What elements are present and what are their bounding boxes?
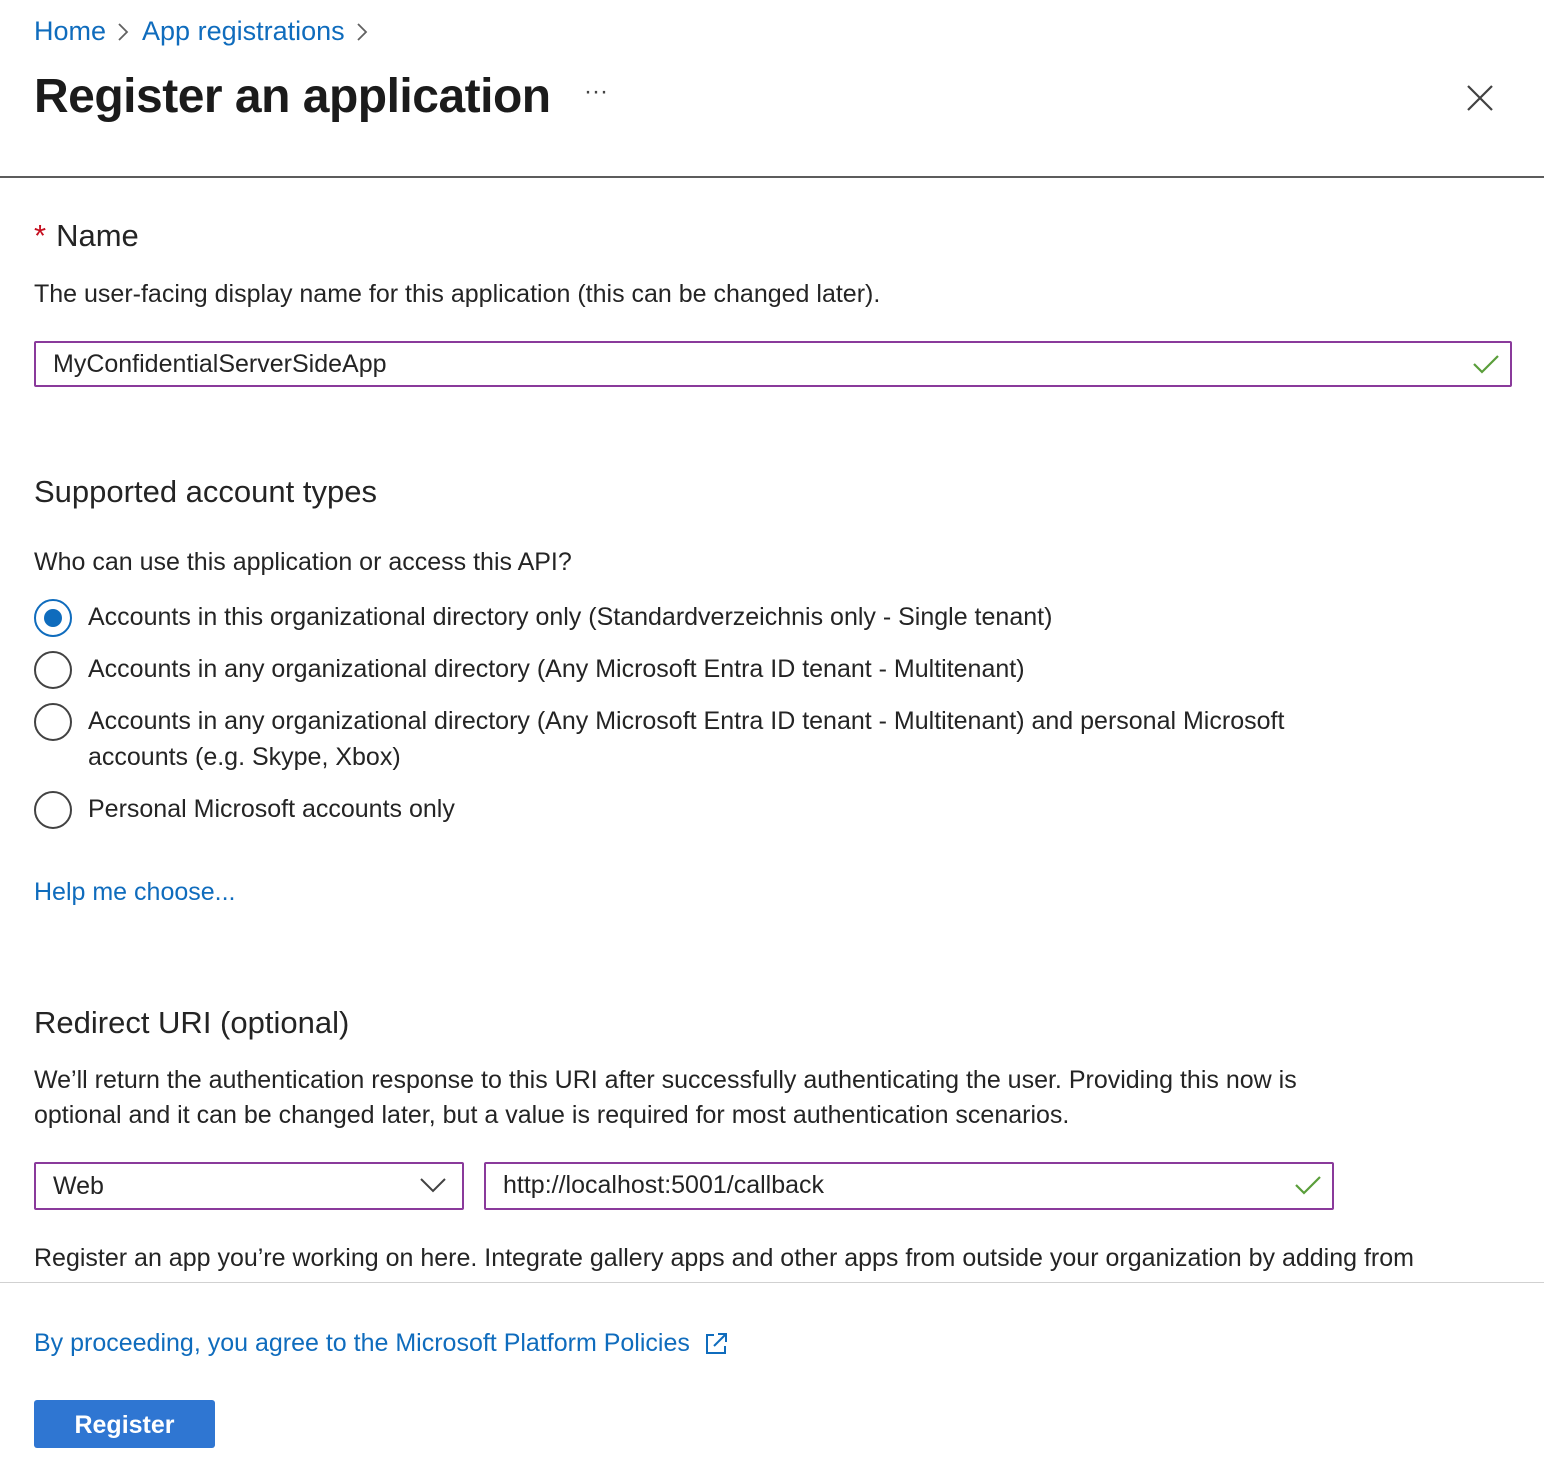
account-types-title: Supported account types xyxy=(34,474,377,509)
valid-check-icon xyxy=(1294,1174,1322,1196)
register-button[interactable]: Register xyxy=(34,1400,215,1448)
footer-divider xyxy=(0,1282,1544,1283)
breadcrumb-home-link[interactable]: Home xyxy=(34,16,107,46)
blade-header xyxy=(0,0,1544,178)
redirect-uri-title: Redirect URI (optional) xyxy=(34,1005,350,1040)
radio-multitenant-personal[interactable] xyxy=(34,703,1388,775)
platform-select[interactable] xyxy=(34,1162,464,1210)
platform-policies-link-text: By proceeding, you agree to the Microsoft Platform Policies xyxy=(34,1329,690,1357)
chevron-right-icon xyxy=(345,14,381,48)
radio-dot xyxy=(44,609,62,627)
radio-button[interactable] xyxy=(34,651,72,689)
platform-policies-link[interactable] xyxy=(34,1326,730,1360)
chevron-down-icon xyxy=(420,1177,446,1193)
account-types-question: Who can use this application or access this API? xyxy=(34,548,572,576)
name-description: The user-facing display name for this application (this can be changed later). xyxy=(34,280,881,308)
breadcrumb-app-registrations-link[interactable]: App registrations xyxy=(142,16,345,46)
radio-button[interactable] xyxy=(34,791,72,829)
radio-button-checked[interactable] xyxy=(34,599,72,637)
platform-select-value: Web xyxy=(53,1172,104,1200)
redirect-uri-input-value: http://localhost:5001/callback xyxy=(503,1171,825,1199)
name-input-value: MyConfidentialServerSideApp xyxy=(53,350,387,378)
radio-label: Personal Microsoft accounts only xyxy=(88,795,455,823)
radio-label: Accounts in any organizational directory (Any Microsoft Entra ID tenant - Multitenant) xyxy=(88,655,1025,683)
help-me-choose-link[interactable]: Help me choose... xyxy=(34,878,236,906)
radio-button[interactable] xyxy=(34,703,72,741)
more-options-button[interactable]: ··· xyxy=(584,78,608,105)
breadcrumb xyxy=(34,14,381,48)
redirect-uri-input[interactable] xyxy=(484,1162,1334,1210)
radio-single-tenant[interactable] xyxy=(34,599,1388,637)
close-button[interactable] xyxy=(1460,80,1500,120)
radio-personal-only[interactable] xyxy=(34,791,1388,829)
name-label xyxy=(34,216,139,256)
close-icon xyxy=(1460,80,1500,120)
name-input[interactable] xyxy=(34,341,1512,387)
radio-multitenant[interactable] xyxy=(34,651,1388,689)
valid-check-icon xyxy=(1472,353,1500,375)
required-indicator: * xyxy=(34,218,47,253)
name-label-text: Name xyxy=(56,218,139,253)
radio-label: Accounts in this organizational directory only (Standardverzeichnis only - Single tenant) xyxy=(88,603,1053,631)
page-title: Register an application xyxy=(34,70,551,123)
external-link-icon xyxy=(702,1330,730,1358)
redirect-uri-description: We’ll return the authentication response to this URI after successfully authenticating the user. Providing this now is optional and it can be changed later, but a value is required for most authentication scenarios. xyxy=(34,1066,1297,1129)
chevron-right-icon xyxy=(106,14,142,48)
radio-label: Accounts in any organizational directory (Any Microsoft Entra ID tenant - Multitenant) and personal Microsoft accounts (e.g. Skype, Xbox) xyxy=(88,707,1285,771)
register-note: Register an app you’re working on here. Integrate gallery apps and other apps from outside your organization by adding from xyxy=(34,1244,1414,1272)
